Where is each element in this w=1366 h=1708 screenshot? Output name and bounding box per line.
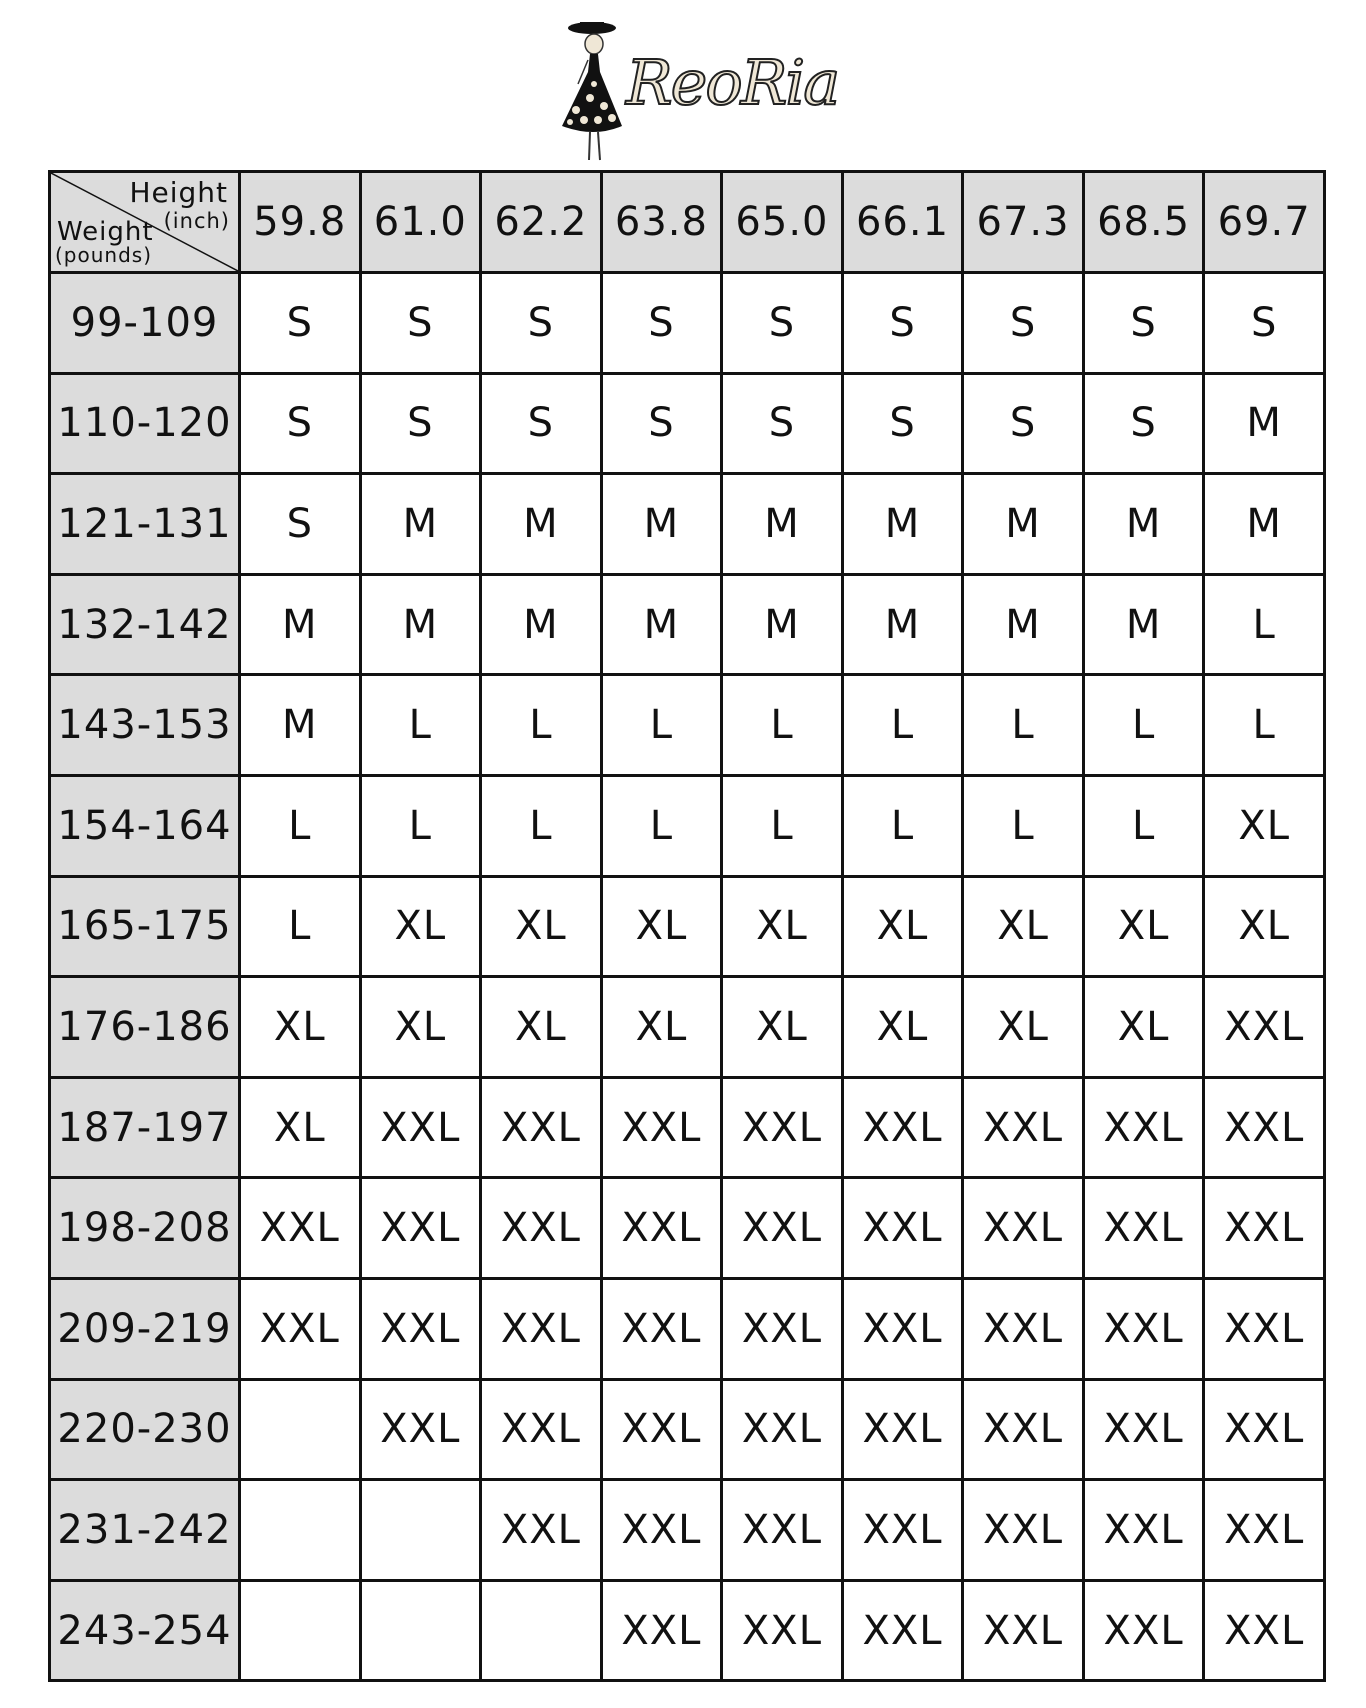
size-cell: XL — [722, 876, 843, 977]
size-cell: XXL — [963, 1480, 1084, 1581]
size-cell: S — [360, 273, 481, 374]
size-cell: XXL — [240, 1178, 361, 1279]
size-cell: XXL — [963, 1580, 1084, 1681]
size-cell: XL — [722, 977, 843, 1078]
table-row — [50, 273, 1325, 374]
size-cell: M — [240, 574, 361, 675]
size-cell: XL — [360, 876, 481, 977]
size-cell: M — [963, 474, 1084, 575]
size-cell: M — [601, 474, 722, 575]
size-cell: XL — [481, 876, 602, 977]
size-cell: XXL — [360, 1077, 481, 1178]
size-cell — [481, 1580, 602, 1681]
size-cell: XXL — [842, 1379, 963, 1480]
weight-range-header: 121-131 — [50, 474, 240, 575]
size-cell: L — [360, 775, 481, 876]
weight-axis-label: Weight — [57, 217, 154, 247]
size-cell: XXL — [601, 1580, 722, 1681]
size-cell: L — [240, 775, 361, 876]
size-cell: XXL — [1083, 1480, 1204, 1581]
size-cell: S — [842, 273, 963, 374]
weight-range-header: 154-164 — [50, 775, 240, 876]
size-cell: M — [1083, 474, 1204, 575]
size-cell: M — [481, 474, 602, 575]
size-cell: L — [360, 675, 481, 776]
size-cell: XXL — [601, 1278, 722, 1379]
size-cell: XXL — [842, 1178, 963, 1279]
table-row — [50, 1077, 1325, 1178]
size-cell: XXL — [842, 1278, 963, 1379]
size-cell: M — [601, 574, 722, 675]
size-cell: XXL — [601, 1379, 722, 1480]
size-cell: L — [1083, 775, 1204, 876]
size-chart-table — [48, 170, 1326, 1682]
size-cell: XXL — [360, 1178, 481, 1279]
size-cell: M — [481, 574, 602, 675]
brand-logo — [540, 14, 840, 164]
weight-range-header: 209-219 — [50, 1278, 240, 1379]
weight-unit-label: (pounds) — [55, 243, 153, 267]
size-cell: XXL — [722, 1580, 843, 1681]
size-cell: S — [722, 373, 843, 474]
size-cell: XXL — [1204, 977, 1325, 1078]
size-cell: XXL — [842, 1077, 963, 1178]
size-cell: S — [1083, 373, 1204, 474]
height-header: 62.2 — [481, 172, 602, 273]
size-cell: XL — [963, 977, 1084, 1078]
corner-header-cell — [50, 172, 240, 273]
weight-range-header: 176-186 — [50, 977, 240, 1078]
table-row — [50, 977, 1325, 1078]
height-header: 65.0 — [722, 172, 843, 273]
size-cell: L — [240, 876, 361, 977]
size-cell: L — [1204, 574, 1325, 675]
size-cell — [360, 1580, 481, 1681]
weight-range-header: 243-254 — [50, 1580, 240, 1681]
size-cell: XXL — [722, 1077, 843, 1178]
table-row — [50, 1178, 1325, 1279]
weight-range-header: 187-197 — [50, 1077, 240, 1178]
size-cell: M — [360, 574, 481, 675]
weight-range-header: 110-120 — [50, 373, 240, 474]
size-cell: XXL — [1083, 1379, 1204, 1480]
size-cell: S — [722, 273, 843, 374]
size-cell — [240, 1480, 361, 1581]
table-row — [50, 474, 1325, 575]
size-cell: M — [842, 474, 963, 575]
size-cell: XXL — [601, 1077, 722, 1178]
size-cell — [240, 1580, 361, 1681]
size-cell: L — [601, 775, 722, 876]
size-cell: XL — [1204, 876, 1325, 977]
size-cell: S — [601, 273, 722, 374]
weight-range-header: 231-242 — [50, 1480, 240, 1581]
size-cell: L — [722, 775, 843, 876]
size-cell: S — [240, 474, 361, 575]
size-cell: S — [842, 373, 963, 474]
size-cell: XXL — [722, 1278, 843, 1379]
size-cell: XXL — [722, 1480, 843, 1581]
size-cell: XL — [240, 977, 361, 1078]
size-cell — [360, 1480, 481, 1581]
weight-range-header: 99-109 — [50, 273, 240, 374]
height-unit-label: (inch) — [163, 209, 230, 233]
size-cell: S — [601, 373, 722, 474]
size-cell: M — [842, 574, 963, 675]
size-cell: XXL — [1204, 1178, 1325, 1279]
size-cell: XXL — [481, 1379, 602, 1480]
height-header: 66.1 — [842, 172, 963, 273]
size-cell: XXL — [963, 1379, 1084, 1480]
height-header: 67.3 — [963, 172, 1084, 273]
size-cell: L — [1204, 675, 1325, 776]
height-header-row — [50, 172, 1325, 273]
table-row — [50, 675, 1325, 776]
size-cell: M — [1204, 373, 1325, 474]
weight-range-header: 132-142 — [50, 574, 240, 675]
size-table-body — [50, 273, 1325, 1681]
table-row — [50, 775, 1325, 876]
table-row — [50, 373, 1325, 474]
size-cell: XL — [601, 977, 722, 1078]
table-row — [50, 1580, 1325, 1681]
size-cell: S — [1083, 273, 1204, 374]
size-cell: M — [722, 474, 843, 575]
size-cell: XXL — [601, 1178, 722, 1279]
size-cell: XXL — [481, 1178, 602, 1279]
size-cell: XXL — [963, 1178, 1084, 1279]
size-cell: S — [240, 373, 361, 474]
size-cell: S — [963, 373, 1084, 474]
height-header: 61.0 — [360, 172, 481, 273]
size-cell: L — [963, 775, 1084, 876]
size-cell: XXL — [240, 1278, 361, 1379]
height-header: 59.8 — [240, 172, 361, 273]
size-cell: L — [963, 675, 1084, 776]
size-cell: XL — [963, 876, 1084, 977]
size-cell: XL — [1083, 977, 1204, 1078]
size-cell: XL — [601, 876, 722, 977]
size-cell: XXL — [1204, 1580, 1325, 1681]
table-row — [50, 1379, 1325, 1480]
size-cell: XXL — [722, 1379, 843, 1480]
size-cell: M — [1204, 474, 1325, 575]
size-cell: XXL — [722, 1178, 843, 1279]
size-cell: XXL — [1083, 1278, 1204, 1379]
size-cell: XL — [481, 977, 602, 1078]
size-cell: XXL — [1204, 1278, 1325, 1379]
weight-range-header: 143-153 — [50, 675, 240, 776]
size-cell: S — [360, 373, 481, 474]
height-header: 68.5 — [1083, 172, 1204, 273]
size-cell: M — [722, 574, 843, 675]
size-cell: XXL — [360, 1278, 481, 1379]
size-cell: S — [481, 273, 602, 374]
size-cell: M — [360, 474, 481, 575]
size-cell: XXL — [481, 1077, 602, 1178]
size-cell: L — [722, 675, 843, 776]
size-cell: XL — [1083, 876, 1204, 977]
size-cell: XXL — [481, 1480, 602, 1581]
size-cell: XXL — [963, 1077, 1084, 1178]
size-cell: XXL — [963, 1278, 1084, 1379]
size-cell: M — [1083, 574, 1204, 675]
size-cell: XXL — [842, 1580, 963, 1681]
table-row — [50, 1278, 1325, 1379]
size-cell: L — [842, 675, 963, 776]
size-cell: L — [1083, 675, 1204, 776]
height-header: 69.7 — [1204, 172, 1325, 273]
size-cell — [240, 1379, 361, 1480]
size-cell: XL — [360, 977, 481, 1078]
size-cell: XXL — [601, 1480, 722, 1581]
size-cell: L — [601, 675, 722, 776]
size-cell: XXL — [1083, 1580, 1204, 1681]
brand-name: ReoRia — [626, 46, 839, 119]
size-cell: S — [240, 273, 361, 374]
size-cell: XXL — [481, 1278, 602, 1379]
size-cell: XXL — [1083, 1077, 1204, 1178]
size-cell: XL — [842, 876, 963, 977]
size-cell: XL — [240, 1077, 361, 1178]
size-cell: XXL — [842, 1480, 963, 1581]
size-cell: L — [481, 675, 602, 776]
weight-range-header: 198-208 — [50, 1178, 240, 1279]
size-cell: XXL — [1204, 1480, 1325, 1581]
size-cell: XXL — [1204, 1077, 1325, 1178]
weight-range-header: 220-230 — [50, 1379, 240, 1480]
size-cell: M — [963, 574, 1084, 675]
size-cell: XL — [1204, 775, 1325, 876]
size-cell: XL — [842, 977, 963, 1078]
size-cell: L — [481, 775, 602, 876]
table-row — [50, 876, 1325, 977]
size-cell: M — [240, 675, 361, 776]
size-cell: XXL — [1204, 1379, 1325, 1480]
height-axis-label: Height — [129, 176, 228, 209]
size-cell: XXL — [360, 1379, 481, 1480]
size-cell: L — [842, 775, 963, 876]
height-header: 63.8 — [601, 172, 722, 273]
size-cell: S — [1204, 273, 1325, 374]
size-cell: S — [963, 273, 1084, 374]
size-cell: XXL — [1083, 1178, 1204, 1279]
table-row — [50, 574, 1325, 675]
size-cell: S — [481, 373, 602, 474]
weight-range-header: 165-175 — [50, 876, 240, 977]
table-row — [50, 1480, 1325, 1581]
